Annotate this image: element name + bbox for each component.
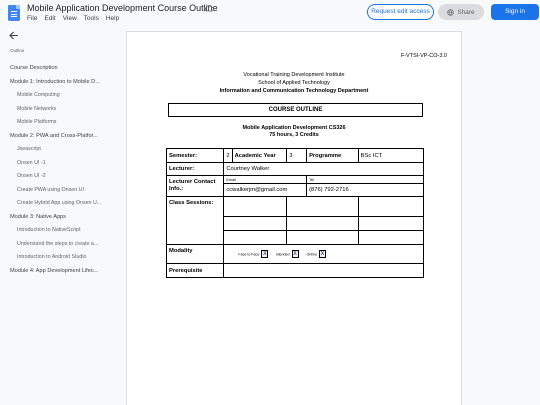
session-cell <box>224 231 287 245</box>
outline-item[interactable]: Module 1: Introduction to Mobile D... <box>10 78 100 85</box>
menu-file[interactable]: File <box>27 15 38 22</box>
outline-item[interactable]: Onsen UI -2 <box>17 173 46 179</box>
outline-item[interactable]: Understand the steps to create a... <box>17 240 99 247</box>
department-name: Information and Communication Technology Department <box>219 88 369 94</box>
session-cell <box>224 217 287 231</box>
outline-item[interactable]: Introduction to Android Studio <box>17 254 87 260</box>
request-edit-access-button[interactable]: Request edit access <box>367 4 434 20</box>
session-cell <box>287 217 358 231</box>
programme-value: BSc ICT <box>358 149 423 163</box>
outline-item[interactable]: Javascript <box>17 146 41 152</box>
docs-logo-icon[interactable] <box>8 5 20 21</box>
academic-year-label: Academic Year <box>232 149 287 163</box>
academic-year-value: 3 <box>287 149 307 163</box>
menu-edit[interactable]: Edit <box>44 15 56 22</box>
outline-item[interactable]: Mobile Networks <box>17 105 57 112</box>
document-outline <box>0 62 118 278</box>
session-cell <box>358 231 423 245</box>
outline-item[interactable]: Module 2: PWA and Cross-Platfor... <box>10 132 98 139</box>
sign-in-button[interactable]: Sign in <box>491 4 539 20</box>
menu-help[interactable]: Help <box>105 15 120 22</box>
modality-online-checkbox: X <box>320 251 325 257</box>
modality-face-to-face-checkbox: X <box>263 251 267 257</box>
modality-blended-label: Blended <box>276 252 290 257</box>
lecturer-value: Courtney Walker <box>224 163 424 176</box>
semester-label: Semester: <box>167 149 224 163</box>
back-arrow-icon[interactable] <box>9 31 19 40</box>
school-name: School of Applied Technology <box>258 80 330 86</box>
tel-value: (876) 792-2716 <box>307 184 424 197</box>
table-row <box>167 197 424 217</box>
outline-label: Outline <box>10 48 25 53</box>
globe-icon <box>447 9 454 16</box>
table-row <box>167 176 424 184</box>
session-cell <box>224 197 287 217</box>
course-name: Mobile Application Development CS326 <box>242 125 346 131</box>
outline-item[interactable]: Mobile Platforms <box>17 119 57 125</box>
institute-name: Vocational Training Development Institute <box>243 72 345 78</box>
session-cell <box>358 217 423 231</box>
prerequisite-value <box>224 264 424 278</box>
outline-item[interactable]: Introduction to NativeScript <box>17 227 81 233</box>
course-info-table <box>166 148 424 278</box>
form-code: F-VTSI-VP-CO-3.0 <box>400 53 447 59</box>
modality-face-to-face-label: Face to Face <box>238 252 260 257</box>
course-hours-credits: 75 hours, 3 Credits <box>269 132 319 138</box>
session-cell <box>287 231 358 245</box>
outline-item[interactable]: Mobile Computing <box>17 92 60 98</box>
menu-view[interactable]: View <box>62 15 77 22</box>
menu-tools[interactable]: Tools <box>83 15 99 22</box>
top-bar <box>0 0 540 28</box>
menu-bar <box>27 15 119 22</box>
email-label: Email <box>224 176 307 184</box>
class-sessions-label: Class Sessions: <box>167 197 224 245</box>
outline-item[interactable]: Module 4: App Development Lifec... <box>10 267 99 274</box>
modality-blended-checkbox: X <box>293 251 297 257</box>
table-row <box>167 245 424 264</box>
modality-label: Modality <box>167 245 224 264</box>
share-button[interactable] <box>438 4 484 20</box>
share-label: Share <box>457 8 475 16</box>
course-outline-heading: COURSE OUTLINE <box>168 103 423 117</box>
prerequisite-label: Prerequisite <box>167 264 224 278</box>
session-cell <box>287 197 358 217</box>
lecturer-contact-label: Lecturer Contact Info.: <box>167 176 224 197</box>
lecturer-label: Lecturer: <box>167 163 224 176</box>
outline-item[interactable]: Onsen UI -1 <box>17 159 46 166</box>
document-title[interactable]: Mobile Application Development Course Outline <box>27 3 218 13</box>
outline-item[interactable]: Create PWA using Onsen UI <box>17 186 84 193</box>
table-row <box>167 163 424 176</box>
email-value: ccwalkerjm@gmail.com <box>224 184 307 197</box>
modality-options <box>224 245 424 264</box>
session-cell <box>358 197 423 217</box>
table-row <box>167 264 424 278</box>
modality-online-label: Online <box>306 252 317 257</box>
programme-label: Programme <box>307 149 359 163</box>
outline-item[interactable]: Create Hybrid App using Onsen U... <box>17 200 102 206</box>
cloud-saved-icon[interactable] <box>204 4 214 12</box>
outline-item[interactable]: Module 3: Native Apps <box>10 213 66 220</box>
semester-value: 2 <box>224 149 232 163</box>
outline-item[interactable]: Course Description <box>10 65 58 71</box>
table-row <box>167 149 424 163</box>
tel-label: Tel <box>307 176 424 184</box>
document-page <box>126 31 462 405</box>
